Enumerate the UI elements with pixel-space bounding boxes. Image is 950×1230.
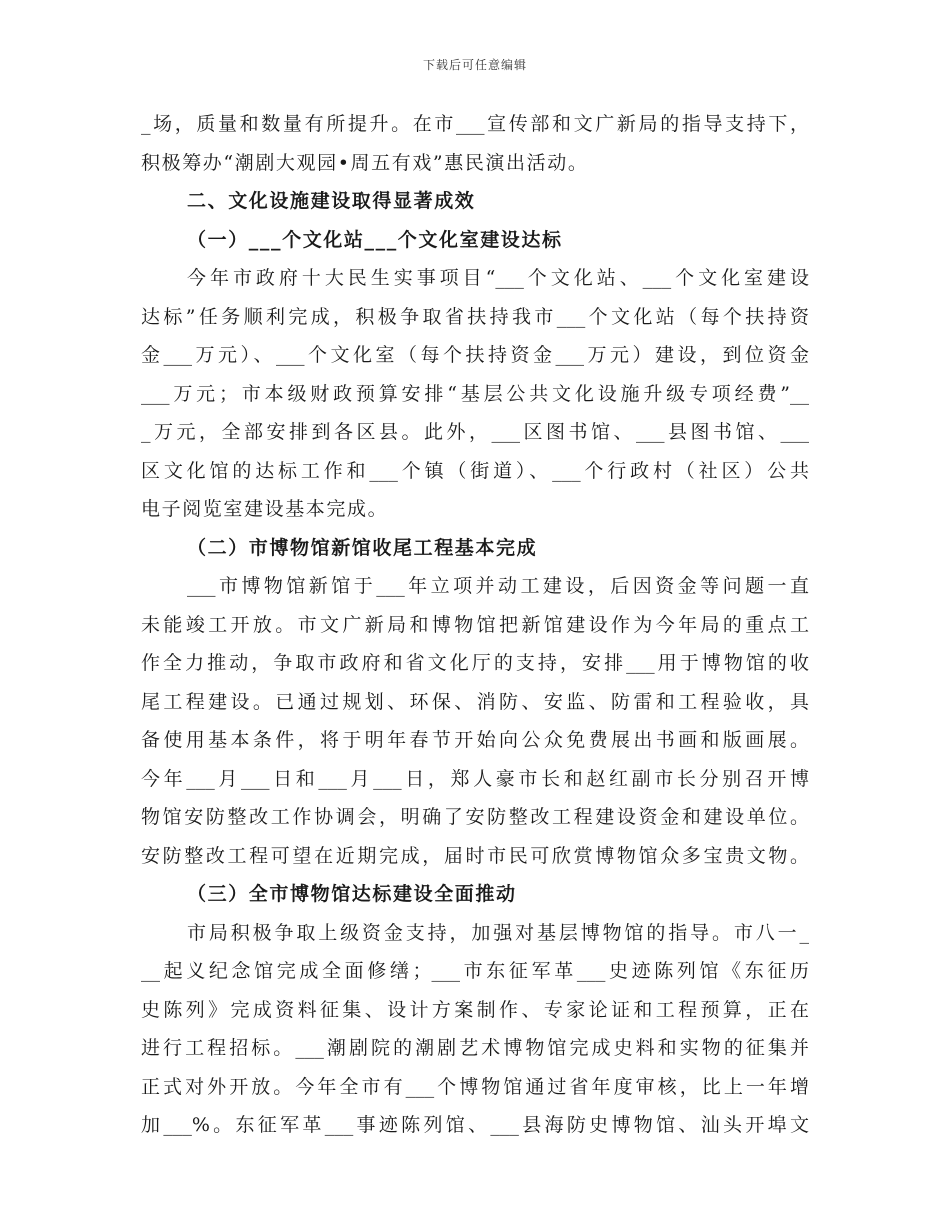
header-note: 下载后可任意编辑: [422, 58, 527, 72]
paragraph-line: 金___万元）、___个文化室（每个扶持资金___万元）建设，到位资金: [141, 344, 809, 366]
subsection-heading: （二）市博物馆新馆收尾工程基本完成: [187, 536, 538, 559]
paragraph-line: 未能竣工开放。市文广新局和博物馆把新馆建设作为今年局的重点工: [141, 613, 809, 636]
paragraph-line: ___万元；市本级财政预算安排“基层公共文化设施升级专项经费”__: [141, 382, 809, 405]
paragraph-line: 安防整改工程可望在近期完成，届时市民可欣赏博物馆众多宝贵文物。: [141, 844, 809, 867]
section-heading: 二、文化设施建设取得显著成效: [187, 190, 476, 212]
paragraph-line: _场，质量和数量有所提升。在市___宣传部和文广新局的指导支持下，: [141, 113, 809, 135]
paragraph-line: 作全力推动，争取市政府和省文化厅的支持，安排___用于博物馆的收: [141, 652, 809, 674]
paragraph-line: ___市博物馆新馆于___年立项并动工建设，后因资金等问题一直: [187, 575, 809, 597]
paragraph-line: 尾工程建设。已通过规划、环保、消防、安监、防雷和工程验收，具: [141, 690, 809, 713]
subsection-heading: （三）全市博物馆达标建设全面推动: [187, 883, 517, 905]
paragraph-line: 备使用基本条件，将于明年春节开始向公众免费展出书画和版画展。: [141, 729, 809, 751]
paragraph-line: 市局积极争取上级资金支持，加强对基层博物馆的指导。市八一_: [187, 921, 809, 944]
paragraph-line: 正式对外开放。今年全市有___个博物馆通过省年度审核，比上一年增: [141, 1075, 809, 1098]
paragraph-line: 加___%。东征军革___事迹陈列馆、___县海防史博物馆、汕头开埠文: [141, 1114, 809, 1136]
document-body: [141, 105, 809, 1145]
paragraph-line: 积极筹办“潮剧大观园•周五有戏”惠民演出活动。: [141, 151, 589, 174]
paragraph-line: 区文化馆的达标工作和___个镇（街道）、___个行政村（社区）公共: [141, 459, 809, 482]
paragraph-line: 进行工程招标。___潮剧院的潮剧艺术博物馆完成史料和实物的征集并: [141, 1037, 809, 1059]
paragraph-line: 史陈列》完成资料征集、设计方案制作、专家论证和工程预算，正在: [141, 998, 809, 1021]
paragraph-line: 物馆安防整改工作协调会，明确了安防整改工程建设资金和建设单位。: [141, 806, 809, 828]
paragraph-line: 电子阅览室建设基本完成。: [141, 498, 389, 520]
paragraph-line: __起义纪念馆完成全面修缮；___市东征军革___史迹陈列馆《东征历: [141, 960, 809, 982]
paragraph-line: 达标”任务顺利完成，积极争取省扶持我市___个文化站（每个扶持资: [141, 305, 809, 328]
paragraph-line: _万元，全部安排到各区县。此外，___区图书馆、___县图书馆、___: [141, 421, 809, 443]
paragraph-line: 今年___月___日和___月___日，郑人豪市长和赵红副市长分别召开博: [141, 767, 809, 790]
paragraph-line: 今年市政府十大民生实事项目“___个文化站、___个文化室建设: [187, 267, 809, 289]
subsection-heading: （一）___个文化站___个文化室建设达标: [187, 228, 563, 251]
